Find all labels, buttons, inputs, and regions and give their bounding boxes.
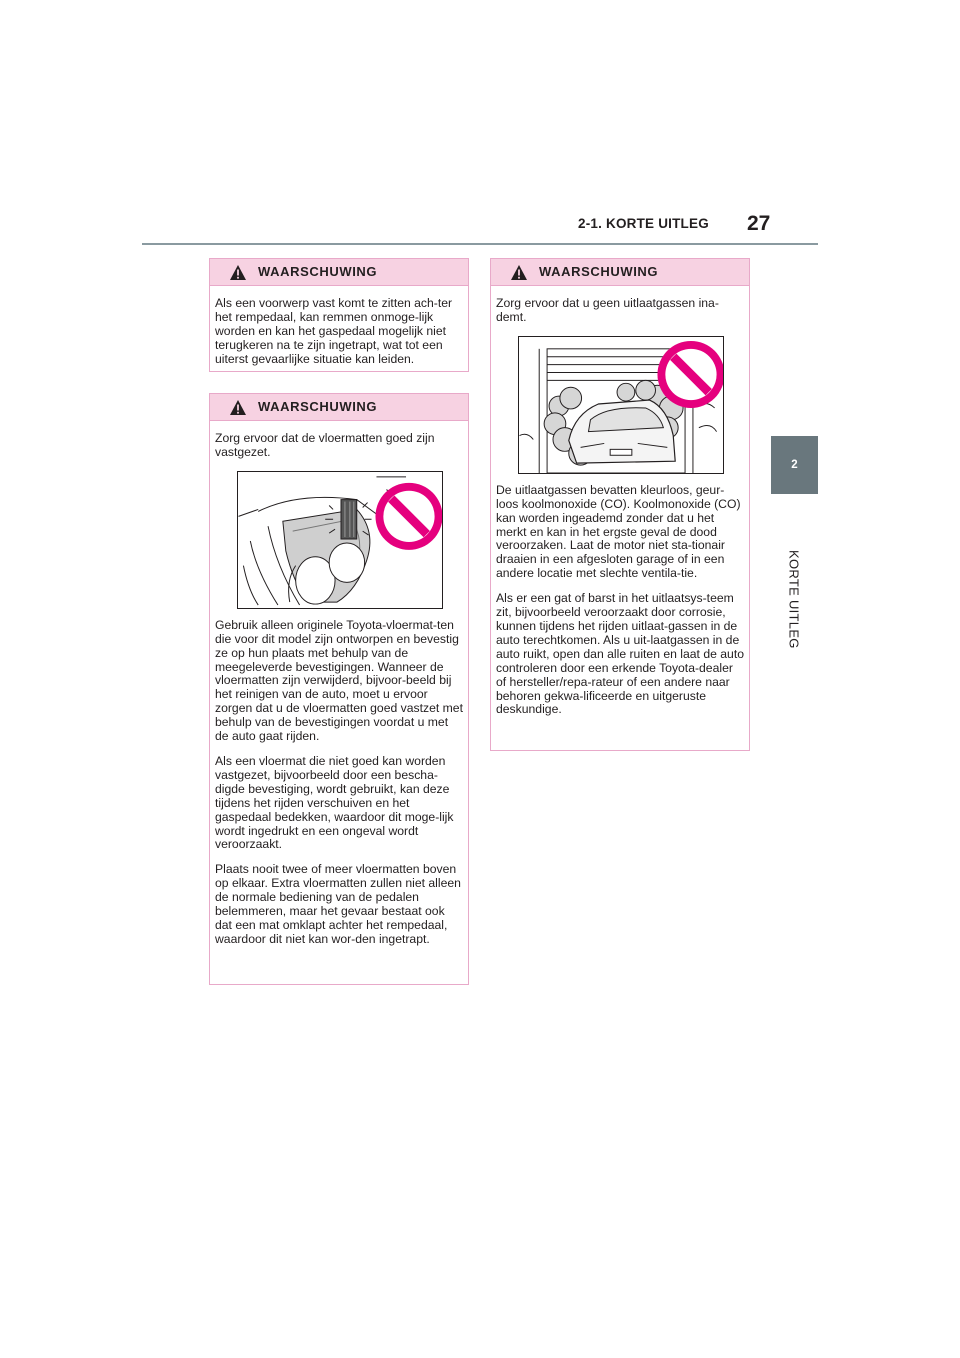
warning-triangle-icon xyxy=(510,264,528,281)
section-title: 2-1. KORTE UITLEG xyxy=(578,216,709,231)
warning-triangle-icon xyxy=(229,399,247,416)
warning-intro: Zorg ervoor dat de vloermatten goed zijn vastgezet. xyxy=(215,431,435,459)
chapter-number: 2 xyxy=(791,459,798,471)
chapter-tab xyxy=(771,436,818,494)
page-number: 27 xyxy=(747,212,771,235)
warning-triangle-icon xyxy=(229,264,247,281)
warning-box-brake-pedal xyxy=(209,258,469,372)
warning-box-exhaust-gas xyxy=(490,258,750,751)
warning-body xyxy=(210,286,468,384)
warning-paragraph: Gebruik alleen originele Toyota-vloermat-ten die voor dit model zijn ontworpen en bevestig ze op hun plaats met behulp van de meegeleverde bevestigingen. Wanneer de vloermatten zijn verwijderd, bijvoor-beeld bij het reinigen van de auto, moet u ervoor zorgen dat u de vloermatten goed vastzet met behulp van de bevestigingen voordat u met de auto gaat rijden. xyxy=(215,617,463,744)
floor-mat-illustration xyxy=(237,471,443,609)
warning-title: WAARSCHUWING xyxy=(258,399,378,414)
warning-intro: Zorg ervoor dat u geen uitlaatgassen ina-demt. xyxy=(496,296,719,324)
warning-title: WAARSCHUWING xyxy=(539,264,659,279)
warning-body xyxy=(210,421,468,964)
warning-body xyxy=(491,286,749,734)
warning-paragraph: Als er een gat of barst in het uitlaatsys-teem zit, bijvoorbeeld veroorzaakt door corrosie, kunnen tijdens het rijden uitlaat-gassen in de auto terechtkomen. Als u uit-laatgassen in de auto ruikt, open dan alle ruiten en laat de auto controleren door een erkende Toyota-dealer of hersteller/repa-rateur of een andere naar behoren gekwa-lificeerde en uitgeruste deskundige. xyxy=(496,591,744,717)
warning-header xyxy=(210,394,468,421)
warning-title: WAARSCHUWING xyxy=(258,264,378,279)
warning-header xyxy=(210,259,468,286)
garage-exhaust-illustration xyxy=(518,336,724,474)
header-rule xyxy=(142,243,818,245)
warning-box-floor-mats xyxy=(209,393,469,985)
warning-paragraph: Plaats nooit twee of meer vloermatten boven op elkaar. Extra vloermatten zullen niet alleen de normale bediening van de pedalen belemmeren, maar het gevaar bestaat ook dat een mat omklapt achter het rempedaal, waardoor dit niet kan wor-den ingetrapt. xyxy=(215,862,461,946)
chapter-label: KORTE UITLEG xyxy=(786,550,802,649)
warning-paragraph: Als een vloermat die niet goed kan worden vastgezet, bijvoorbeeld door een bescha-digde bevestiging, wordt gebruikt, kan deze tijdens het rijden verschuiven en het gaspedaal bedekken, waardoor dit moge-lijk wordt ingedrukt en een ongeval wordt veroorzaakt. xyxy=(215,753,454,852)
warning-header xyxy=(491,259,749,286)
warning-paragraph: Als een voorwerp vast komt te zitten ach-ter het rempedaal, kan remmen onmoge-lijk worden en kan het gaspedaal mogelijk niet terugkeren na te zijn ingetrapt, wat tot een uiterst gevaarlijke situatie kan leiden. xyxy=(215,296,453,366)
warning-paragraph: De uitlaatgassen bevatten kleurloos, geur-loos koolmonoxide (CO). Koolmonoxide (CO) kan worden ingeademd zonder dat u het merkt en kan in het ergste geval de dood veroorzaken. Laat de motor niet sta-tionair draaien in een afgesloten garage of in een andere locatie met slechte ventila-tie. xyxy=(496,482,741,581)
